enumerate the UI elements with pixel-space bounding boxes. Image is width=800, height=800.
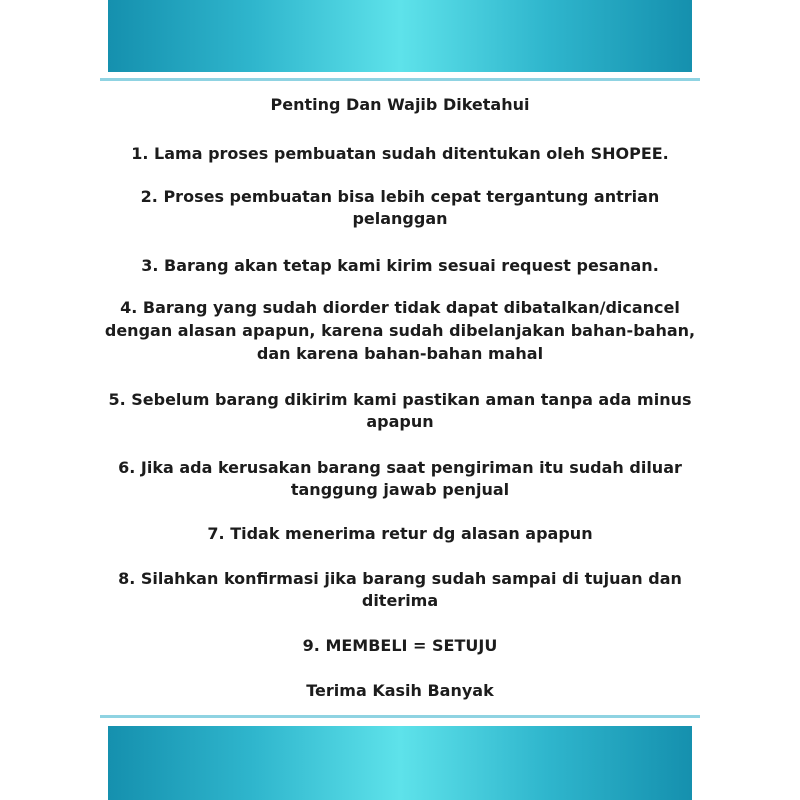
term-3-line-1: 3. Barang akan tetap kami kirim sesuai request pesanan. [141, 256, 659, 275]
term-9-line-1: 9. MEMBELI = SETUJU [302, 636, 498, 655]
term-6-line-1: 6. Jika ada kerusakan barang saat pengiriman itu sudah diluar [118, 458, 682, 477]
term-4-line-1: 4. Barang yang sudah diorder tidak dapat dibatalkan/dicancel [120, 298, 680, 317]
closing-text: Terima Kasih Banyak [306, 681, 494, 700]
term-6-line-2: tanggung jawab penjual [290, 480, 510, 499]
term-8-line-1: 8. Silahkan konfirmasi jika barang sudah sampai di tujuan dan [118, 569, 682, 588]
term-2-line-1: 2. Proses pembuatan bisa lebih cepat tergantung antrian [140, 187, 660, 206]
term-5-line-1: 5. Sebelum barang dikirim kami pastikan aman tanpa ada minus [108, 390, 692, 409]
bottom-divider [100, 715, 700, 718]
term-5-line-2: apapun [366, 412, 434, 431]
top-banner [108, 0, 692, 72]
term-4-line-3: dan karena bahan-bahan mahal [256, 344, 544, 363]
term-4-line-2: dengan alasan apapun, karena sudah dibelanjakan bahan-bahan, [104, 321, 696, 340]
term-1-line-1: 1. Lama proses pembuatan sudah ditentukan oleh SHOPEE. [131, 144, 669, 163]
top-divider [100, 78, 700, 81]
term-8-line-2: diterima [361, 591, 439, 610]
term-2-line-2: pelanggan [352, 209, 448, 228]
document-heading: Penting Dan Wajib Diketahui [270, 95, 530, 114]
term-7-line-1: 7. Tidak menerima retur dg alasan apapun [207, 524, 593, 543]
bottom-banner [108, 726, 692, 800]
